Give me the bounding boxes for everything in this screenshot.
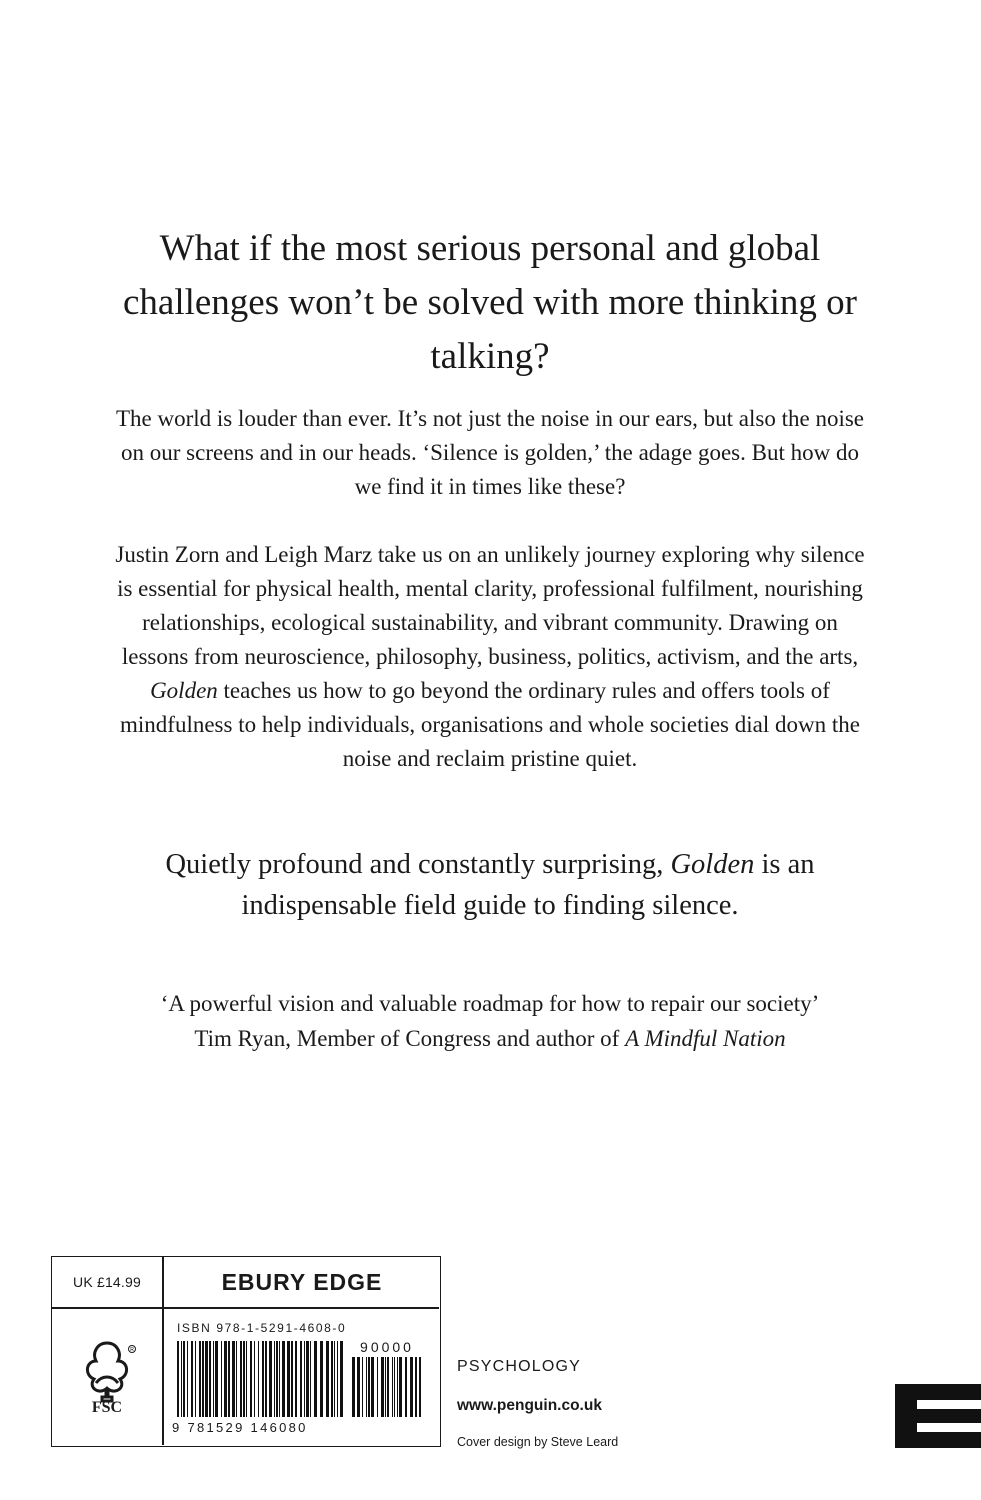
barcode-bar bbox=[177, 1341, 179, 1417]
barcode-bar bbox=[181, 1341, 182, 1417]
blurb-paragraph-2-text: Justin Zorn and Leigh Marz take us on an unlikely journey exploring why silence is essential for physical health, mental clarity, professional fulfilment, nourishing relationships, ecological sustainability, and vibrant community. Drawing on lessons from neuroscience, philosophy, business, politics, activism, and the arts, bbox=[115, 542, 865, 669]
barcode-bar bbox=[183, 1341, 185, 1417]
barcode-bar bbox=[397, 1357, 398, 1417]
barcode-bar bbox=[410, 1357, 413, 1417]
barcode-bar bbox=[405, 1357, 407, 1417]
closing-text-end: is an indispensable field guide to finding silence. bbox=[241, 849, 815, 921]
isbn-text: ISBN 978-1-5291-4608-0 bbox=[177, 1321, 347, 1335]
addon-barcode bbox=[352, 1357, 422, 1417]
svg-text:R: R bbox=[130, 1347, 134, 1353]
barcode-bar bbox=[371, 1357, 374, 1417]
barcode-bar bbox=[287, 1341, 290, 1417]
endorsement-attribution-text: Tim Ryan, Member of Congress and author of bbox=[194, 1026, 626, 1051]
box-divider-horizontal bbox=[52, 1307, 439, 1309]
barcode-bar bbox=[236, 1341, 237, 1417]
barcode-bar bbox=[262, 1341, 264, 1417]
barcode-bar bbox=[265, 1341, 267, 1417]
barcode-bar bbox=[221, 1341, 222, 1417]
barcode-bar bbox=[326, 1341, 329, 1417]
barcode-bar bbox=[352, 1357, 355, 1417]
closing-text: Quietly profound and constantly surprising, bbox=[165, 849, 671, 880]
fsc-tree-icon bbox=[72, 1335, 142, 1435]
barcode-bar bbox=[295, 1341, 297, 1417]
endorsement-book-title: A Mindful Nation bbox=[625, 1026, 786, 1051]
ean-barcode bbox=[177, 1341, 347, 1417]
book-title-inline: Golden bbox=[670, 849, 755, 880]
barcode-bar bbox=[366, 1357, 367, 1417]
barcode-bar bbox=[269, 1341, 272, 1417]
barcode-bar bbox=[387, 1357, 389, 1417]
barcode-bar bbox=[215, 1341, 218, 1417]
blurb-paragraph-2-text-end: teaches us how to go beyond the ordinary rules and offers tools of mindfulness to help individuals, organisations and whole societies dial down the noise and reclaim pristine quiet. bbox=[120, 678, 860, 771]
barcode-bar bbox=[419, 1357, 421, 1417]
barcode-bar bbox=[392, 1357, 393, 1417]
barcode-bar bbox=[274, 1341, 275, 1417]
barcode-bar bbox=[340, 1341, 343, 1417]
barcode-bar bbox=[362, 1357, 363, 1417]
barcode-bar bbox=[254, 1341, 255, 1417]
barcode-bar bbox=[394, 1357, 395, 1417]
barcode-bar bbox=[368, 1357, 370, 1417]
barcode-bar bbox=[337, 1341, 338, 1417]
ebury-edge-logo-mark bbox=[895, 1384, 981, 1448]
addon-digits: 90000 bbox=[360, 1339, 414, 1355]
barcode-bar bbox=[385, 1357, 386, 1417]
website-link[interactable]: www.penguin.co.uk bbox=[457, 1397, 602, 1414]
barcode-bar bbox=[314, 1341, 317, 1417]
barcode-bar bbox=[232, 1341, 235, 1417]
barcode-bar bbox=[377, 1357, 378, 1417]
endorsement-attribution bbox=[90, 1021, 890, 1056]
barcode-bar bbox=[320, 1341, 323, 1417]
cover-credit: Cover design by Steve Leard bbox=[457, 1435, 619, 1449]
barcode-bar bbox=[202, 1341, 204, 1417]
ean-digits: 9 781529 146080 bbox=[172, 1420, 308, 1435]
price-label: UK £14.99 bbox=[73, 1274, 141, 1290]
barcode-bar bbox=[334, 1341, 335, 1417]
barcode-bar bbox=[399, 1357, 402, 1417]
barcode-bar bbox=[357, 1357, 360, 1417]
barcode-bar bbox=[195, 1341, 196, 1417]
imprint-name: EBURY EDGE bbox=[221, 1269, 383, 1295]
barcode-bar bbox=[240, 1341, 242, 1417]
barcode-bar bbox=[213, 1341, 214, 1417]
blurb-paragraph-1: The world is louder than ever. It’s not just the noise in our ears, but also the noise on our screens and in our heads. ‘Silence is golden,’ the adage goes. But how do we find it in times like these? bbox=[116, 406, 864, 499]
barcode-bar bbox=[331, 1341, 333, 1417]
barcode-bar bbox=[276, 1341, 278, 1417]
blurb-paragraph-2 bbox=[110, 538, 870, 776]
barcode-bar bbox=[310, 1341, 311, 1417]
barcode-bar bbox=[205, 1341, 208, 1417]
barcode-bar bbox=[304, 1341, 305, 1417]
barcode-bar bbox=[228, 1341, 230, 1417]
barcode-bar bbox=[258, 1341, 259, 1417]
barcode-bar bbox=[224, 1341, 227, 1417]
barcode-bar bbox=[243, 1341, 245, 1417]
barcode-box bbox=[51, 1256, 441, 1447]
barcode-bar bbox=[187, 1341, 188, 1417]
barcode-bar bbox=[199, 1341, 201, 1417]
headline: What if the most serious personal and global challenges won’t be solved with more thinking or talking? bbox=[122, 228, 858, 377]
barcode-bar bbox=[306, 1341, 309, 1417]
barcode-bar bbox=[291, 1341, 293, 1417]
barcode-bar bbox=[246, 1341, 247, 1417]
fsc-label: FSC bbox=[91, 1399, 123, 1416]
category-label: PSYCHOLOGY bbox=[457, 1358, 582, 1375]
barcode-bar bbox=[282, 1341, 285, 1417]
endorsement-quote: ‘A powerful vision and valuable roadmap for how to repair our society’ bbox=[160, 991, 820, 1016]
barcode-bar bbox=[415, 1357, 417, 1417]
barcode-bar bbox=[279, 1341, 280, 1417]
barcode-bar bbox=[250, 1341, 252, 1417]
barcode-bar bbox=[191, 1341, 193, 1417]
endorsement bbox=[90, 986, 890, 1056]
barcode-bar bbox=[209, 1341, 211, 1417]
barcode-bar bbox=[381, 1357, 384, 1417]
barcode-bar bbox=[300, 1341, 302, 1417]
closing-statement bbox=[110, 844, 870, 926]
book-title-inline: Golden bbox=[150, 678, 218, 703]
